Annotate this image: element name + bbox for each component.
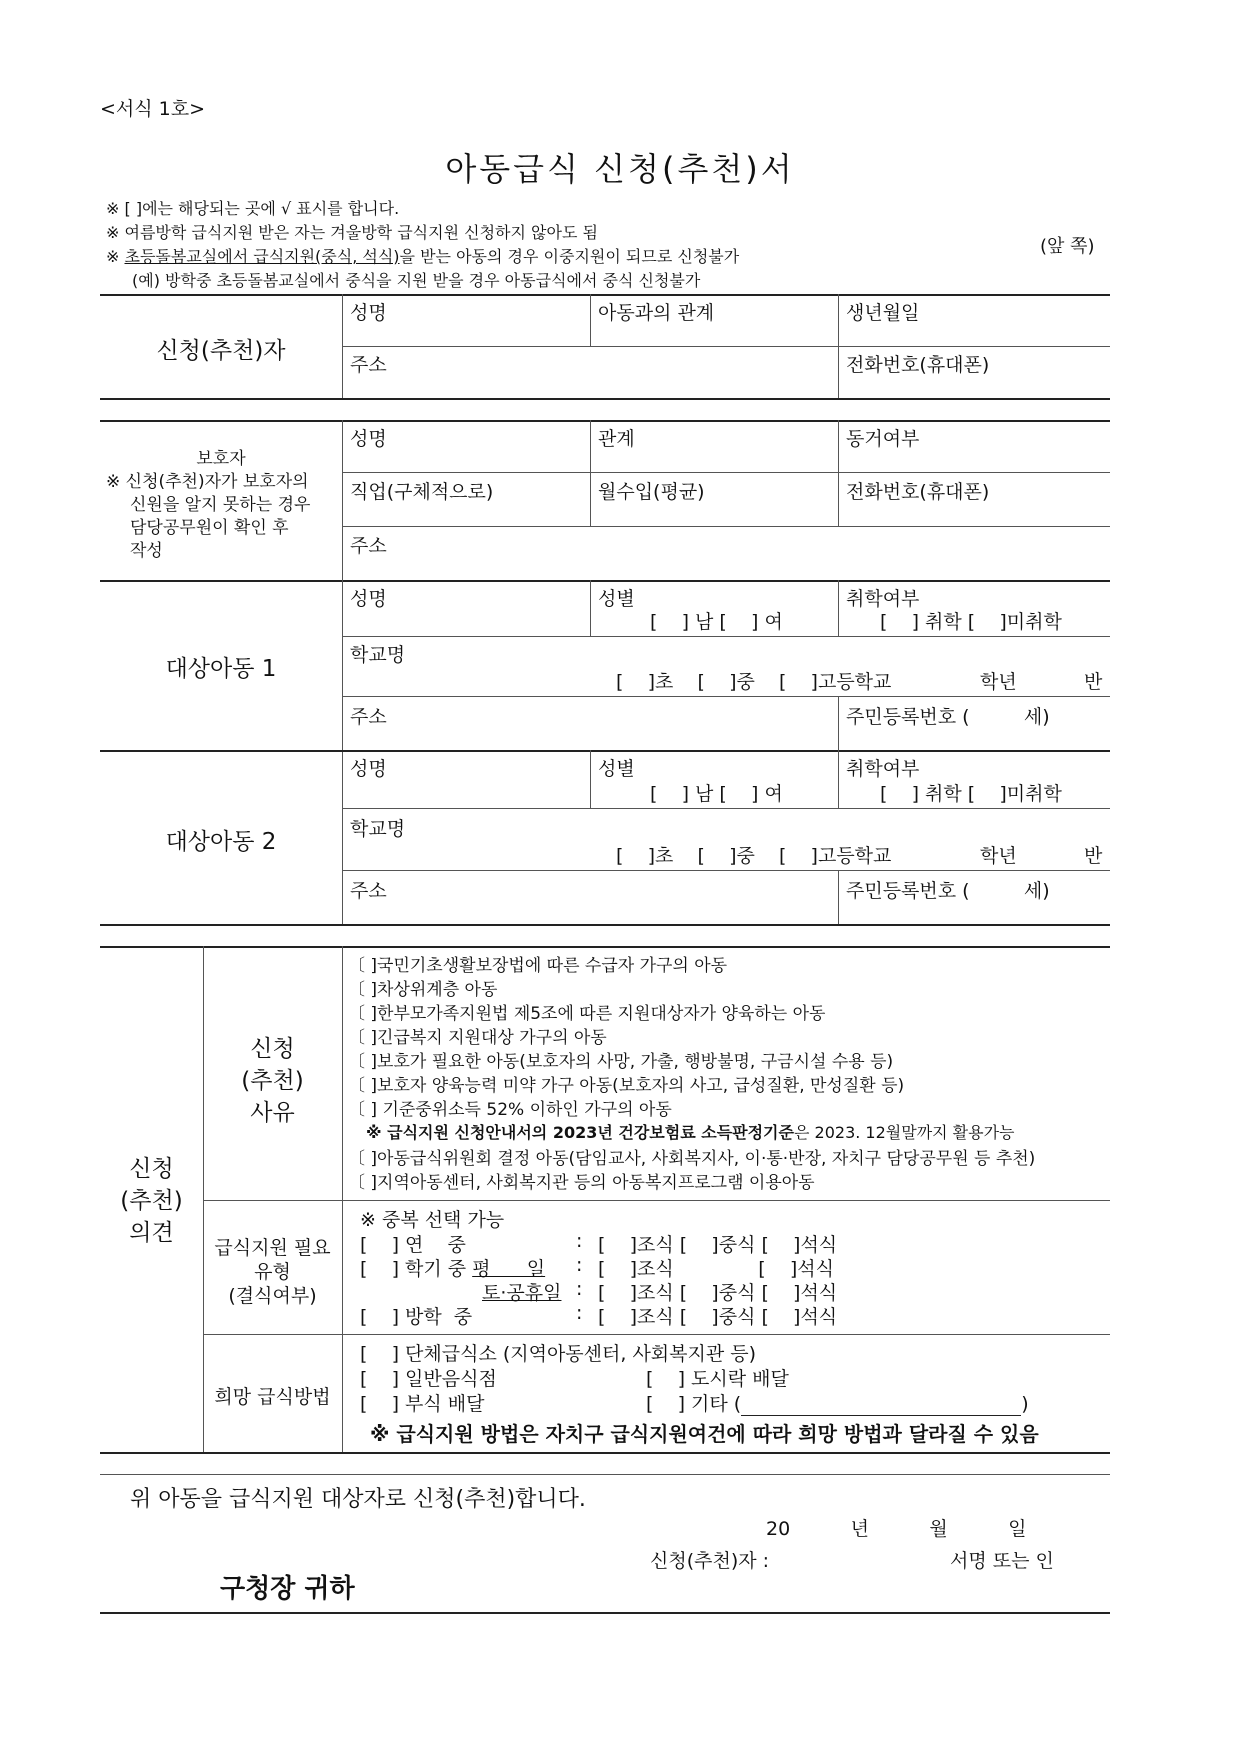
method-side-dish-checkbox[interactable]: [ ] 부식 배달 <box>360 1393 485 1415</box>
reason-checkbox-4[interactable]: 〔 ]긴급복지 지원대상 가구의 아동 <box>348 1028 607 1048</box>
front-side-label: (앞 쪽) <box>1040 236 1095 257</box>
type-sep-3: : <box>576 1278 583 1300</box>
child2-school-level-checkboxes[interactable]: [ ]초 [ ]중 [ ]고등학교 <box>616 845 892 867</box>
child1-header: 대상아동 1 <box>165 656 277 682</box>
reason-checkbox-3[interactable]: 〔 ]한부모가족지원법 제5조에 따른 지원대상자가 양육하는 아동 <box>348 1004 826 1024</box>
child2-gender-label: 성별 <box>598 758 635 780</box>
method-header: 희망 급식방법 <box>214 1386 331 1408</box>
child1-name-field[interactable]: 성명 <box>350 588 387 610</box>
signer-label: 신청(추천)자 : <box>650 1550 770 1572</box>
child1-address-field[interactable]: 주소 <box>350 706 387 728</box>
method-other-input[interactable] <box>741 1397 1021 1416</box>
declaration-text: 위 아동을 급식지원 대상자로 신청(추천)합니다. <box>130 1487 586 1512</box>
applicant-phone-field[interactable]: 전화번호(휴대폰) <box>846 354 990 376</box>
guardian-phone-field[interactable]: 전화번호(휴대폰) <box>846 481 990 503</box>
applicant-relation-field[interactable]: 아동과의 관계 <box>598 302 715 324</box>
child1-school-level-checkboxes[interactable]: [ ]초 [ ]중 [ ]고등학교 <box>616 671 892 693</box>
applicant-name-field[interactable]: 성명 <box>350 302 387 324</box>
reason-checkbox-8[interactable]: 〔 ]아동급식위원회 결정 아동(담임교사, 사회복지사, 이·통·반장, 자치구 담당공무원 등 추천) <box>348 1149 1036 1169</box>
type-semester-checkbox[interactable]: [ ] 학기 중 평 일 <box>360 1258 546 1280</box>
opinion-header-line-1: 신청 <box>129 1156 174 1182</box>
guardian-note-line-1: ※ 신청(추천)자가 보호자의 <box>106 472 309 492</box>
date-field[interactable]: 20 년 월 일 <box>766 1518 1027 1540</box>
type-header-line-2: 유형 <box>254 1261 291 1283</box>
type-weekday-meals[interactable]: [ ]조식 [ ]석식 <box>598 1258 834 1280</box>
income-criteria-note: ※ 급식지원 신청안내서의 2023년 건강보험료 소득판정기준은 2023. 12월말까지 활용가능 <box>366 1123 1015 1142</box>
opinion-header-line-2: (추천) <box>120 1188 183 1214</box>
child1-school-status-label: 취학여부 <box>846 588 920 610</box>
reason-header-line-2: (추천) <box>241 1068 304 1094</box>
addressee: 구청장 귀하 <box>220 1574 355 1604</box>
type-weekend-meals[interactable]: [ ]조식 [ ]중식 [ ]석식 <box>598 1282 838 1304</box>
guardian-note-line-2: 신원을 알지 못하는 경우 <box>130 495 311 515</box>
applicant-birth-field[interactable]: 생년월일 <box>846 302 920 324</box>
guardian-note-line-4: 작성 <box>130 541 163 561</box>
page-title: 아동급식 신청(추천)서 <box>445 150 795 188</box>
method-group-meal-checkbox[interactable]: [ ] 단체급식소 (지역아동센터, 사회복지관 등) <box>360 1343 757 1365</box>
child2-address-field[interactable]: 주소 <box>350 880 387 902</box>
reason-checkbox-7[interactable]: 〔 ] 기준중위소득 52% 이하인 가구의 아동 <box>348 1100 672 1120</box>
note-4: (예) 방학중 초등돌봄교실에서 중식을 지원 받을 경우 아동급식에서 중식 신청불가 <box>132 271 701 290</box>
method-note: ※ 급식지원 방법은 자치구 급식지원여건에 따라 희망 방법과 달라질 수 있음 <box>370 1422 1039 1446</box>
type-header-line-1: 급식지원 필요 <box>214 1237 331 1259</box>
child2-grade-label: 학년 <box>980 845 1017 867</box>
applicant-address-field[interactable]: 주소 <box>350 354 387 376</box>
guardian-job-field[interactable]: 직업(구체적으로) <box>350 481 494 503</box>
reason-header-line-1: 신청 <box>250 1036 295 1062</box>
reason-checkbox-6[interactable]: 〔 ]보호자 양육능력 미약 가구 아동(보호자의 사고, 급성질환, 만성질환 등) <box>348 1076 905 1096</box>
note-3: ※ 초등돌봄교실에서 급식지원(중식, 석식)을 받는 아동의 경우 이중지원이 되므로 신청불가 <box>106 247 740 266</box>
child1-school-status-checkboxes[interactable]: [ ] 취학 [ ]미취학 <box>880 611 1062 633</box>
reason-checkbox-2[interactable]: 〔 ]차상위계층 아동 <box>348 980 498 1000</box>
child2-name-field[interactable]: 성명 <box>350 758 387 780</box>
note-1: ※ [ ]에는 해당되는 곳에 √ 표시를 합니다. <box>106 199 400 218</box>
child2-school-status-checkboxes[interactable]: [ ] 취학 [ ]미취학 <box>880 783 1062 805</box>
reason-checkbox-9[interactable]: 〔 ]지역아동센터, 사회복지관 등의 아동복지프로그램 이용아동 <box>348 1173 815 1193</box>
child2-school-name-field[interactable]: 학교명 <box>350 818 406 840</box>
type-sep-1: : <box>576 1230 583 1252</box>
signature-field[interactable]: 서명 또는 인 <box>950 1550 1054 1572</box>
child2-class-label: 반 <box>1084 845 1103 867</box>
child2-school-status-label: 취학여부 <box>846 758 920 780</box>
method-lunchbox-checkbox[interactable]: [ ] 도시락 배달 <box>646 1368 789 1390</box>
reason-checkbox-1[interactable]: 〔 ]국민기초생활보장법에 따른 수급자 가구의 아동 <box>348 956 728 976</box>
reason-checkbox-5[interactable]: 〔 ]보호가 필요한 아동(보호자의 사망, 가출, 행방불명, 구금시설 수용 등) <box>348 1052 894 1072</box>
type-sep-2: : <box>576 1254 583 1276</box>
type-sep-4: : <box>576 1302 583 1324</box>
type-year-round-meals[interactable]: [ ]조식 [ ]중식 [ ]석식 <box>598 1234 838 1256</box>
child1-rrn-field[interactable]: 주민등록번호 ( 세) <box>846 706 1050 728</box>
type-duplicate-note: ※ 중복 선택 가능 <box>360 1209 505 1231</box>
child1-class-label: 반 <box>1084 671 1103 693</box>
child2-gender-checkboxes[interactable]: [ ] 남 [ ] 여 <box>650 783 783 805</box>
guardian-income-field[interactable]: 월수입(평균) <box>598 481 705 503</box>
applicant-header: 신청(추천)자 <box>156 338 286 364</box>
child1-gender-checkboxes[interactable]: [ ] 남 [ ] 여 <box>650 611 783 633</box>
guardian-cohabit-field[interactable]: 동거여부 <box>846 428 920 450</box>
type-header-line-3: (결식여부) <box>228 1285 317 1307</box>
guardian-note-line-3: 담당공무원이 확인 후 <box>130 518 289 538</box>
reason-header-line-3: 사유 <box>250 1100 295 1126</box>
type-vacation-checkbox[interactable]: [ ] 방학 중 <box>360 1306 473 1328</box>
guardian-relation-field[interactable]: 관계 <box>598 428 635 450</box>
guardian-header: 보호자 <box>196 449 246 469</box>
type-weekend-label: 토·공휴일 <box>482 1282 562 1304</box>
type-vacation-meals[interactable]: [ ]조식 [ ]중식 [ ]석식 <box>598 1306 838 1328</box>
form-number: <서식 1호> <box>100 98 206 120</box>
child2-rrn-field[interactable]: 주민등록번호 ( 세) <box>846 880 1050 902</box>
child1-grade-label: 학년 <box>980 671 1017 693</box>
child1-school-name-field[interactable]: 학교명 <box>350 644 406 666</box>
opinion-header-line-3: 의견 <box>129 1220 174 1246</box>
method-restaurant-checkbox[interactable]: [ ] 일반음식점 <box>360 1368 497 1390</box>
child2-header: 대상아동 2 <box>165 829 277 855</box>
note-2: ※ 여름방학 급식지원 받은 자는 겨울방학 급식지원 신청하지 않아도 됨 <box>106 223 598 242</box>
method-other-checkbox[interactable]: [ ] 기타 ( ) <box>646 1393 1029 1415</box>
child1-gender-label: 성별 <box>598 588 635 610</box>
guardian-name-field[interactable]: 성명 <box>350 428 387 450</box>
guardian-address-field[interactable]: 주소 <box>350 535 387 557</box>
type-year-round-checkbox[interactable]: [ ] 연 중 <box>360 1234 466 1256</box>
